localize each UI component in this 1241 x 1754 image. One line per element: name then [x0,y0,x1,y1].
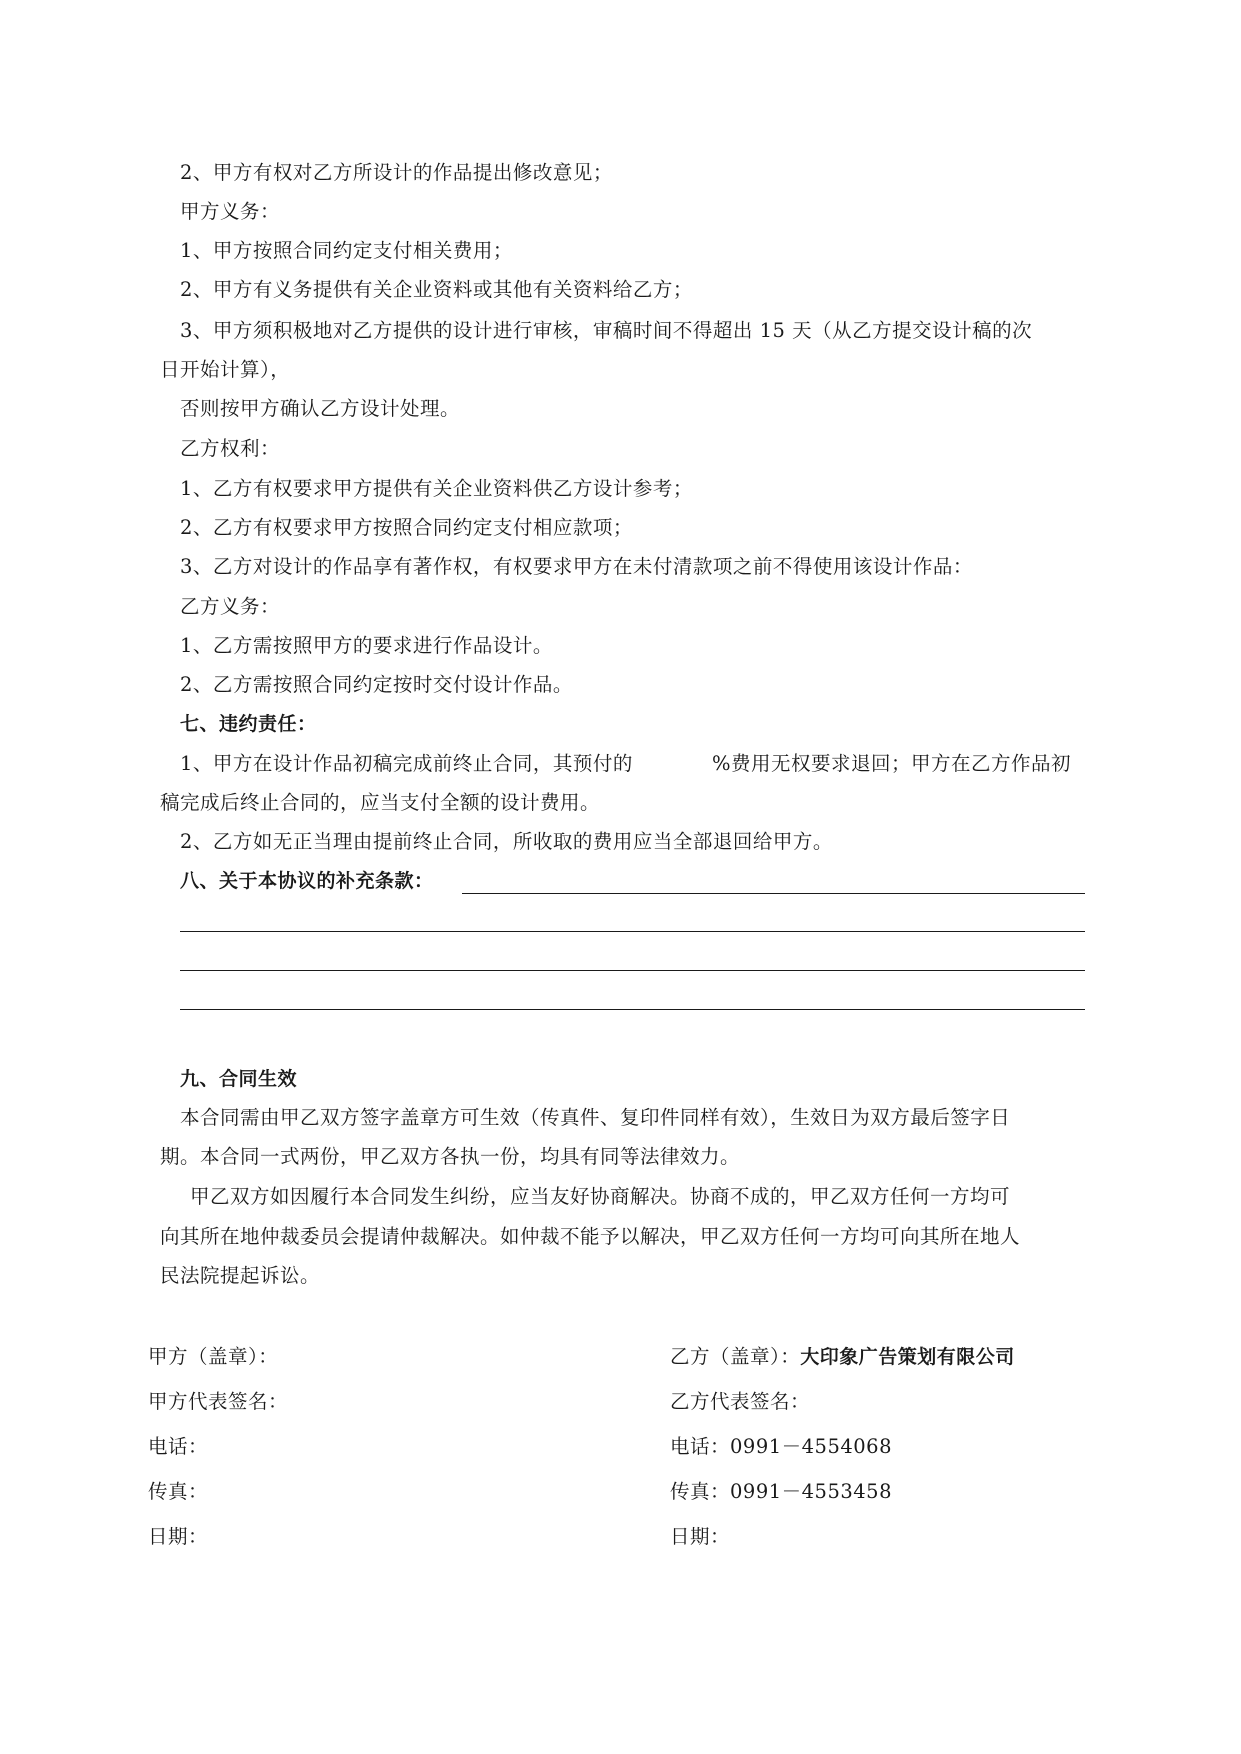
party-b-fax-row [670,1479,892,1505]
supplement-line-2 [180,931,1085,932]
section9-para2-line3: 民法院提起诉讼。 [160,1264,321,1287]
party-a-fax-label: 传真： [148,1480,209,1503]
party-a-duty-1: 1、甲方按照合同约定支付相关费用； [180,239,513,262]
section9-para2-line1: 甲乙双方如因履行本合同发生纠纷，应当友好协商解决。协商不成的，甲乙双方任何一方均可 [190,1185,1011,1208]
section9-para1-line1: 本合同需由甲乙双方签字盖章方可生效（传真件、复印件同样有效），生效日为双方最后签字日 [180,1106,1011,1129]
party-a-seal-label: 甲方（盖章）： [148,1345,279,1368]
party-a-rep-label: 甲方代表签名： [148,1390,289,1413]
party-b-fax-label: 传真： [670,1480,731,1503]
party-a-duty-2: 2、甲方有义务提供有关企业资料或其他有关资料给乙方； [180,278,693,301]
party-a-right-2: 2、甲方有权对乙方所设计的作品提出修改意见； [180,161,613,184]
section7-item2: 2、乙方如无正当理由提前终止合同，所收取的费用应当全部退回给甲方。 [180,830,833,853]
party-b-rights-heading: 乙方权利： [180,437,281,460]
party-b-right-1: 1、乙方有权要求甲方提供有关企业资料供乙方设计参考； [180,477,693,500]
supplement-line-4 [180,1009,1085,1010]
section9-title: 九、合同生效 [180,1068,298,1090]
section9-para2-line2: 向其所在地仲裁委员会提请仲裁解决。如仲裁不能予以解决，甲乙双方任何一方均可向其所在地人 [160,1225,1021,1248]
section7-item1-part1: 1、甲方在设计作品初稿完成前终止合同，其预付的 [180,752,633,775]
party-b-rep-label: 乙方代表签名： [670,1390,811,1413]
party-b-seal-row [670,1344,1015,1370]
supplement-line-1 [462,893,1085,894]
party-a-date-label: 日期： [148,1525,209,1548]
party-b-duties-heading: 乙方义务： [180,595,281,618]
party-a-duty-3: 3、甲方须积极地对乙方提供的设计进行审核，审稿时间不得超出 15 天（从乙方提交设计稿的次 [180,319,1033,342]
party-b-fax-value: 0991－4553458 [730,1480,892,1503]
party-a-phone-label: 电话： [148,1435,209,1458]
party-b-phone-label: 电话： [670,1435,731,1458]
party-b-duty-2: 2、乙方需按照合同约定按时交付设计作品。 [180,673,573,696]
supplement-line-3 [180,970,1085,971]
party-b-right-2: 2、乙方有权要求甲方按照合同约定支付相应款项； [180,516,633,539]
section7-item1-part2: %费用无权要求退回；甲方在乙方作品初 [712,752,1072,775]
party-b-phone-value: 0991－4554068 [730,1435,892,1458]
party-b-phone-row [670,1434,892,1460]
section8-title: 八、关于本协议的补充条款： [180,870,434,892]
section7-title: 七、违约责任： [180,713,317,735]
section7-item1-cont: 稿完成后终止合同的，应当支付全额的设计费用。 [160,791,601,814]
party-b-seal-label: 乙方（盖章）： [670,1345,801,1368]
section9-para1-line2: 期。本合同一式两份，甲乙双方各执一份，均具有同等法律效力。 [160,1145,741,1168]
party-b-duty-1: 1、乙方需按照甲方的要求进行作品设计。 [180,634,553,657]
party-a-duties-heading: 甲方义务： [180,200,281,223]
party-a-duty-3-cont: 日开始计算）， [160,358,291,381]
party-b-right-3: 3、乙方对设计的作品享有著作权，有权要求甲方在未付清款项之前不得使用该设计作品： [180,555,973,578]
party-a-duty-note: 否则按甲方确认乙方设计处理。 [180,397,461,420]
party-b-company-name: 大印象广告策划有限公司 [800,1346,1015,1368]
party-b-date-label: 日期： [670,1525,731,1548]
